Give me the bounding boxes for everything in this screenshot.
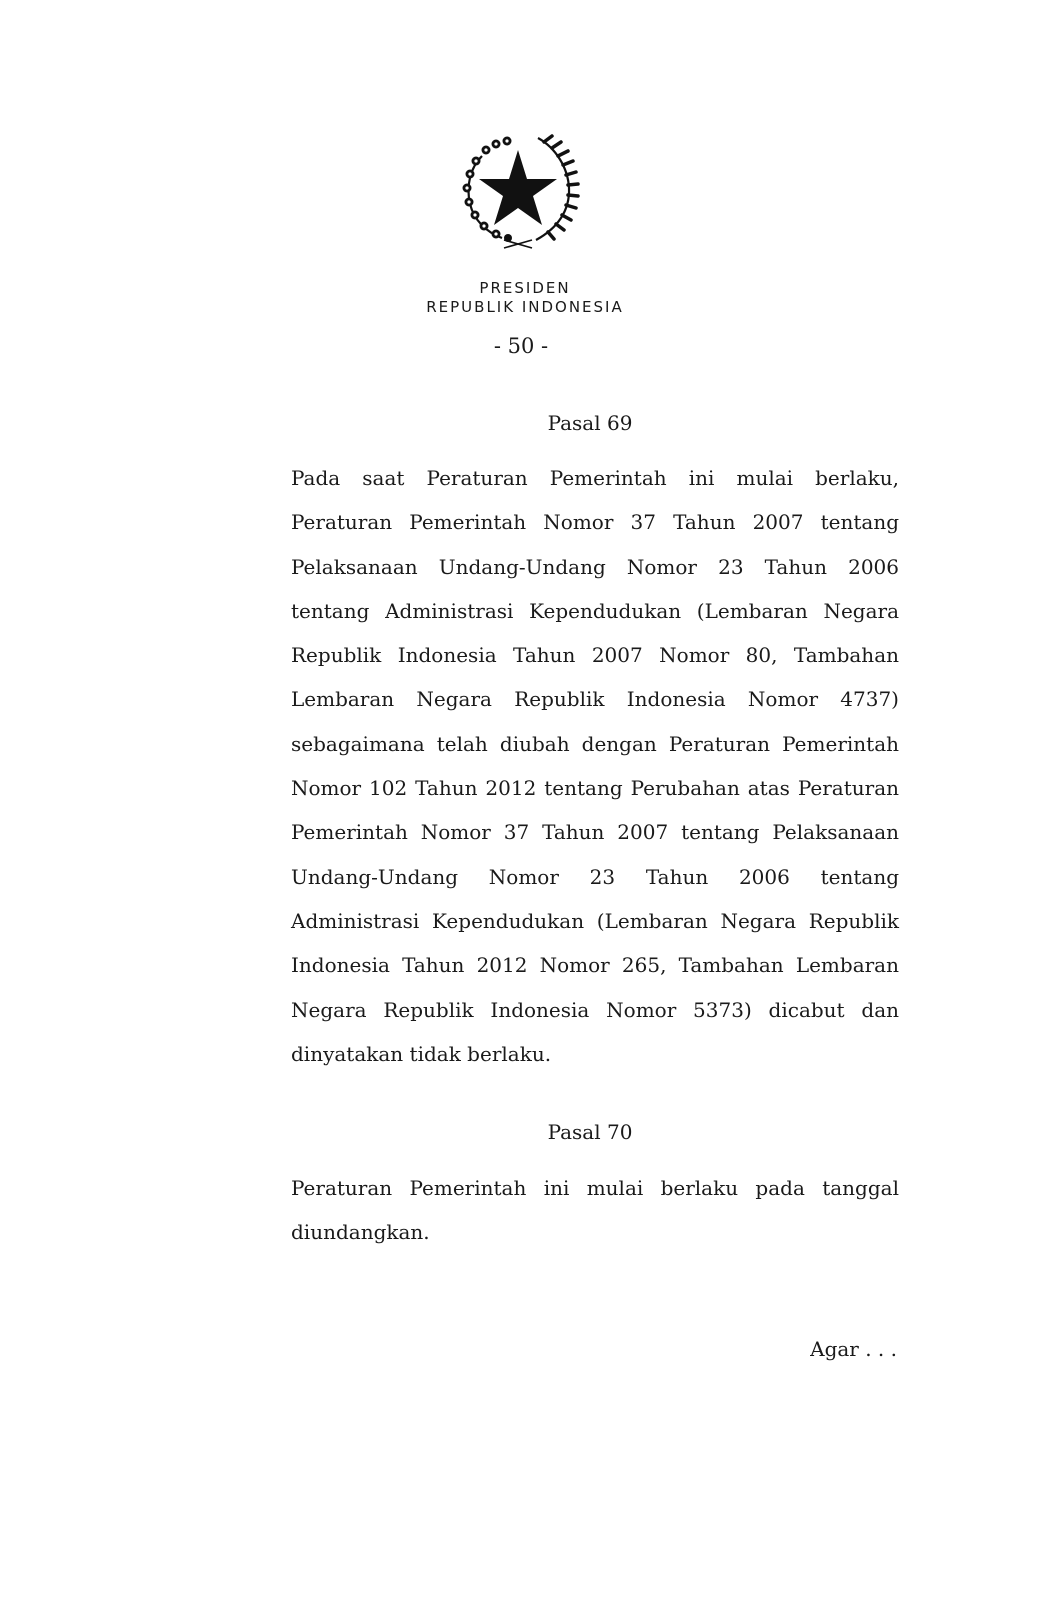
paragraph-line: tentang Administrasi Kependudukan (Lembaran Negara [291, 598, 899, 623]
paragraph-line: Pelaksanaan Undang-Undang Nomor 23 Tahun 2006 [291, 554, 899, 579]
presidential-star-emblem-icon [452, 128, 584, 252]
paragraph-line: Pada saat Peraturan Pemerintah ini mulai berlaku, [291, 466, 899, 490]
paragraph-line: Republik Indonesia Tahun 2007 Nomor 80, Tambahan [291, 643, 899, 668]
paragraph-line: Peraturan Pemerintah ini mulai berlaku pada tanggal [291, 1176, 899, 1200]
paragraph-line: Nomor 102 Tahun 2012 tentang Perubahan atas Peraturan [291, 776, 899, 801]
paragraph-line: Pemerintah Nomor 37 Tahun 2007 tentang Pelaksanaan [291, 820, 899, 845]
paragraph-line: diundangkan. [291, 1220, 430, 1245]
paragraph-line: dinyatakan tidak berlaku. [291, 1041, 552, 1066]
article-title-70: Pasal 70 [547, 1120, 633, 1144]
article-body-70 [291, 1166, 899, 1255]
header-subtitle: REPUBLIK INDONESIA [426, 298, 624, 316]
catchword: Agar . . . [810, 1337, 897, 1361]
paragraph-line: Negara Republik Indonesia Nomor 5373) dicabut dan [291, 997, 899, 1022]
paragraph-line: Lembaran Negara Republik Indonesia Nomor 4737) [291, 687, 899, 712]
article-body-69 [291, 456, 899, 1076]
page-number: - 50 - [493, 334, 549, 358]
paragraph-line: sebagaimana telah diubah dengan Peraturan Pemerintah [291, 731, 899, 756]
article-title-69: Pasal 69 [547, 411, 633, 435]
paragraph-line: Peraturan Pemerintah Nomor 37 Tahun 2007 tentang [291, 510, 899, 535]
header-title: PRESIDEN [479, 279, 571, 297]
paragraph-line: Undang-Undang Nomor 23 Tahun 2006 tentang [291, 864, 899, 889]
paragraph-line: Indonesia Tahun 2012 Nomor 265, Tambahan Lembaran [291, 953, 899, 978]
paragraph-line: Administrasi Kependudukan (Lembaran Negara Republik [291, 908, 899, 933]
